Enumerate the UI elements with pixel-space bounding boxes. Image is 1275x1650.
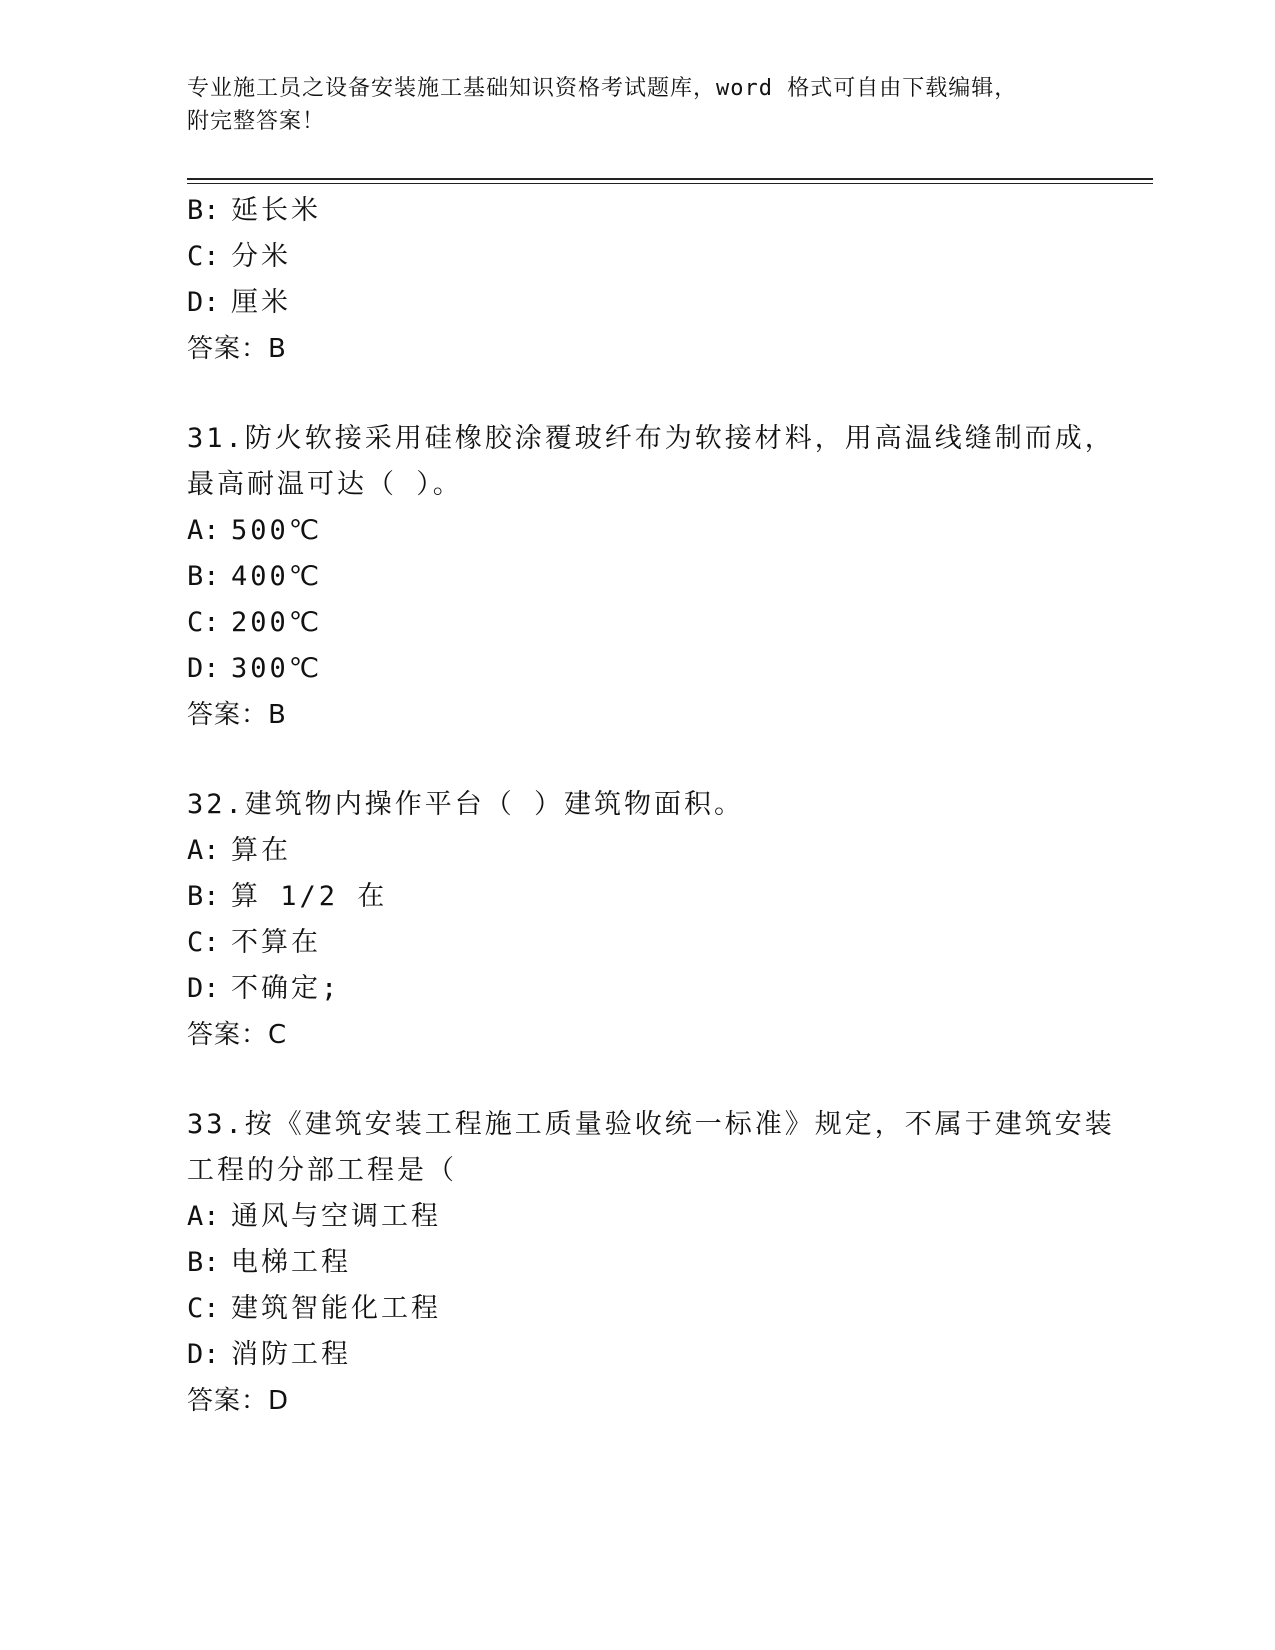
option-text: 分米: [231, 241, 291, 272]
option-text: 不算在: [231, 927, 321, 958]
answer-line: 答案：B: [187, 700, 287, 730]
option-d: [187, 646, 1107, 692]
option-b: [187, 1240, 1107, 1286]
option-text: 400℃: [231, 561, 323, 592]
option-text: 不确定;: [231, 973, 341, 1004]
option-d: [187, 280, 1107, 326]
option-text: 通风与空调工程: [231, 1201, 441, 1232]
header-line-2: 附完整答案！: [187, 109, 326, 134]
question-stem: 32.建筑物内操作平台（ ）建筑物面积。: [187, 789, 745, 820]
option-c: [187, 600, 1107, 646]
question-stem: 工程的分部工程是（: [187, 1155, 457, 1186]
option-key: C:: [187, 241, 220, 272]
question-stem: 31.防火软接采用硅橡胶涂覆玻纤布为软接材料，用高温线缝制而成，: [187, 423, 1115, 454]
option-b: [187, 874, 1107, 920]
option-c: [187, 920, 1107, 966]
option-b: [187, 554, 1107, 600]
document-header: [187, 72, 1087, 138]
option-d: [187, 966, 1107, 1012]
option-a: [187, 508, 1107, 554]
option-key: C:: [187, 1293, 220, 1324]
header-divider-thick: [187, 178, 1153, 180]
answer-line: 答案：D: [187, 1386, 290, 1416]
option-text: 电梯工程: [231, 1247, 351, 1278]
continued-question: [187, 188, 1107, 372]
option-text: 200℃: [231, 607, 323, 638]
option-text: 500℃: [231, 515, 323, 546]
question-32: [187, 782, 1107, 1058]
option-key: B:: [187, 1247, 220, 1278]
question-stem: 最高耐温可达（ ）。: [187, 469, 463, 500]
option-key: D:: [187, 287, 220, 318]
option-key: B:: [187, 561, 220, 592]
header-divider-thin: [187, 183, 1153, 184]
option-d: [187, 1332, 1107, 1378]
question-31: [187, 416, 1115, 738]
option-a: [187, 828, 1107, 874]
option-key: C:: [187, 927, 220, 958]
option-key: B:: [187, 881, 220, 912]
option-text: 厘米: [231, 287, 291, 318]
option-c: [187, 1286, 1107, 1332]
option-text: 延长米: [231, 195, 321, 226]
option-text: 300℃: [231, 653, 323, 684]
question-list: [187, 188, 1115, 1424]
answer-line: 答案：B: [187, 334, 287, 364]
option-text: 建筑智能化工程: [231, 1293, 441, 1324]
option-key: D:: [187, 653, 220, 684]
question-stem: 33.按《建筑安装工程施工质量验收统一标准》规定，不属于建筑安装: [187, 1109, 1115, 1140]
question-33: [187, 1102, 1115, 1424]
option-b: [187, 188, 1107, 234]
option-key: D:: [187, 973, 220, 1004]
option-key: D:: [187, 1339, 220, 1370]
answer-line: 答案：C: [187, 1020, 288, 1050]
option-a: [187, 1194, 1107, 1240]
option-text: 消防工程: [231, 1339, 351, 1370]
option-key: B:: [187, 195, 220, 226]
option-text: 算 1/2 在: [231, 881, 388, 912]
option-key: A:: [187, 1201, 220, 1232]
option-key: A:: [187, 835, 220, 866]
option-key: C:: [187, 607, 220, 638]
option-text: 算在: [231, 835, 291, 866]
option-key: A:: [187, 515, 220, 546]
option-c: [187, 234, 1107, 280]
header-line-1: 专业施工员之设备安装施工基础知识资格考试题库，word 格式可自由下载编辑，: [187, 76, 1018, 101]
